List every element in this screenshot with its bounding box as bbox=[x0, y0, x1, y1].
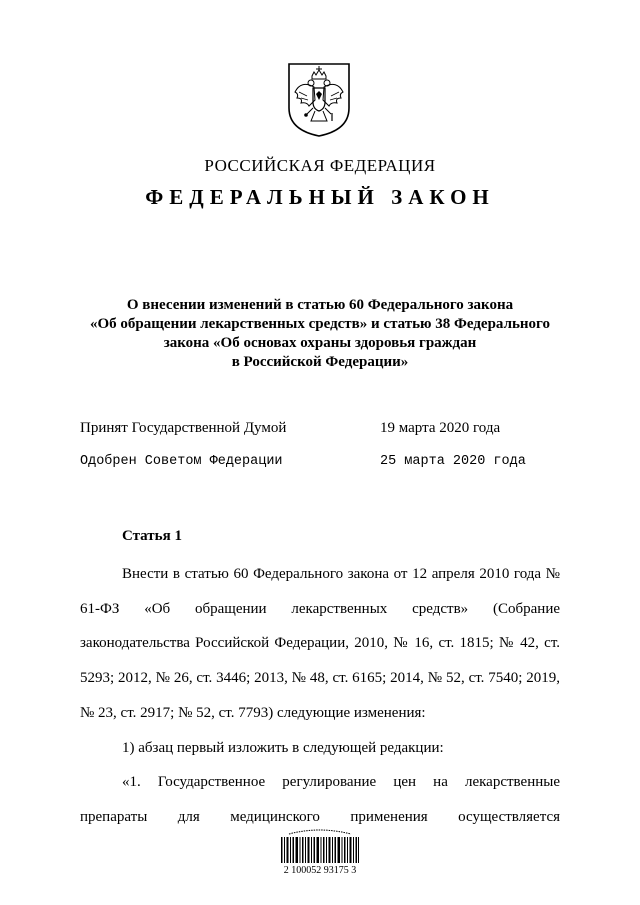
law-title-line: закона «Об основах охраны здоровья граждан bbox=[163, 335, 477, 351]
article-paragraph: «1. Государственное регулирование цен на лекарственные препараты для медицинского применения осуществляется bbox=[80, 774, 560, 825]
article-heading: Статья 1 bbox=[122, 528, 182, 544]
adoption-duma-label: Принят Государственной Думой bbox=[80, 420, 287, 436]
law-title bbox=[70, 296, 570, 372]
adoption-council-label: Одобрен Советом Федерации bbox=[80, 454, 283, 469]
adoption-duma-date: 19 марта 2020 года bbox=[380, 420, 501, 436]
barcode-icon bbox=[279, 828, 361, 870]
coat-of-arms-emblem-icon bbox=[287, 62, 351, 138]
law-title-line: в Российской Федерации» bbox=[231, 354, 409, 370]
law-title-line: О внесении изменений в статью 60 Федерального закона bbox=[126, 297, 514, 313]
article-body bbox=[80, 557, 560, 835]
law-title-line: «Об обращении лекарственных средств» и статью 38 Федерального bbox=[89, 316, 550, 332]
country-name: РОССИЙСКАЯ ФЕДЕРАЦИЯ bbox=[204, 156, 436, 175]
article-paragraph: 1) абзац первый изложить в следующей редакции: bbox=[122, 739, 444, 756]
article-paragraph: Внести в статью 60 Федерального закона от 12 апреля 2010 года № 61-ФЗ «Об обращении лекарственных средств» (Собрание законодательства Российской Федерации, 2010, № 16, ст. 1815; № 42, ст. 5293; 2012, № 26, ст. 3446; 2013, № 48, ст. 6165; 2014, № 52, ст. 7540; 2019, № 23, ст. 2917; № 52, ст. 7793) следующие изменения: bbox=[80, 566, 560, 721]
adoption-council-date: 25 марта 2020 года bbox=[380, 454, 526, 469]
barcode-number: 2 100052 93175 3 bbox=[283, 865, 357, 876]
document-type: ФЕДЕРАЛЬНЫЙ ЗАКОН bbox=[145, 185, 495, 209]
